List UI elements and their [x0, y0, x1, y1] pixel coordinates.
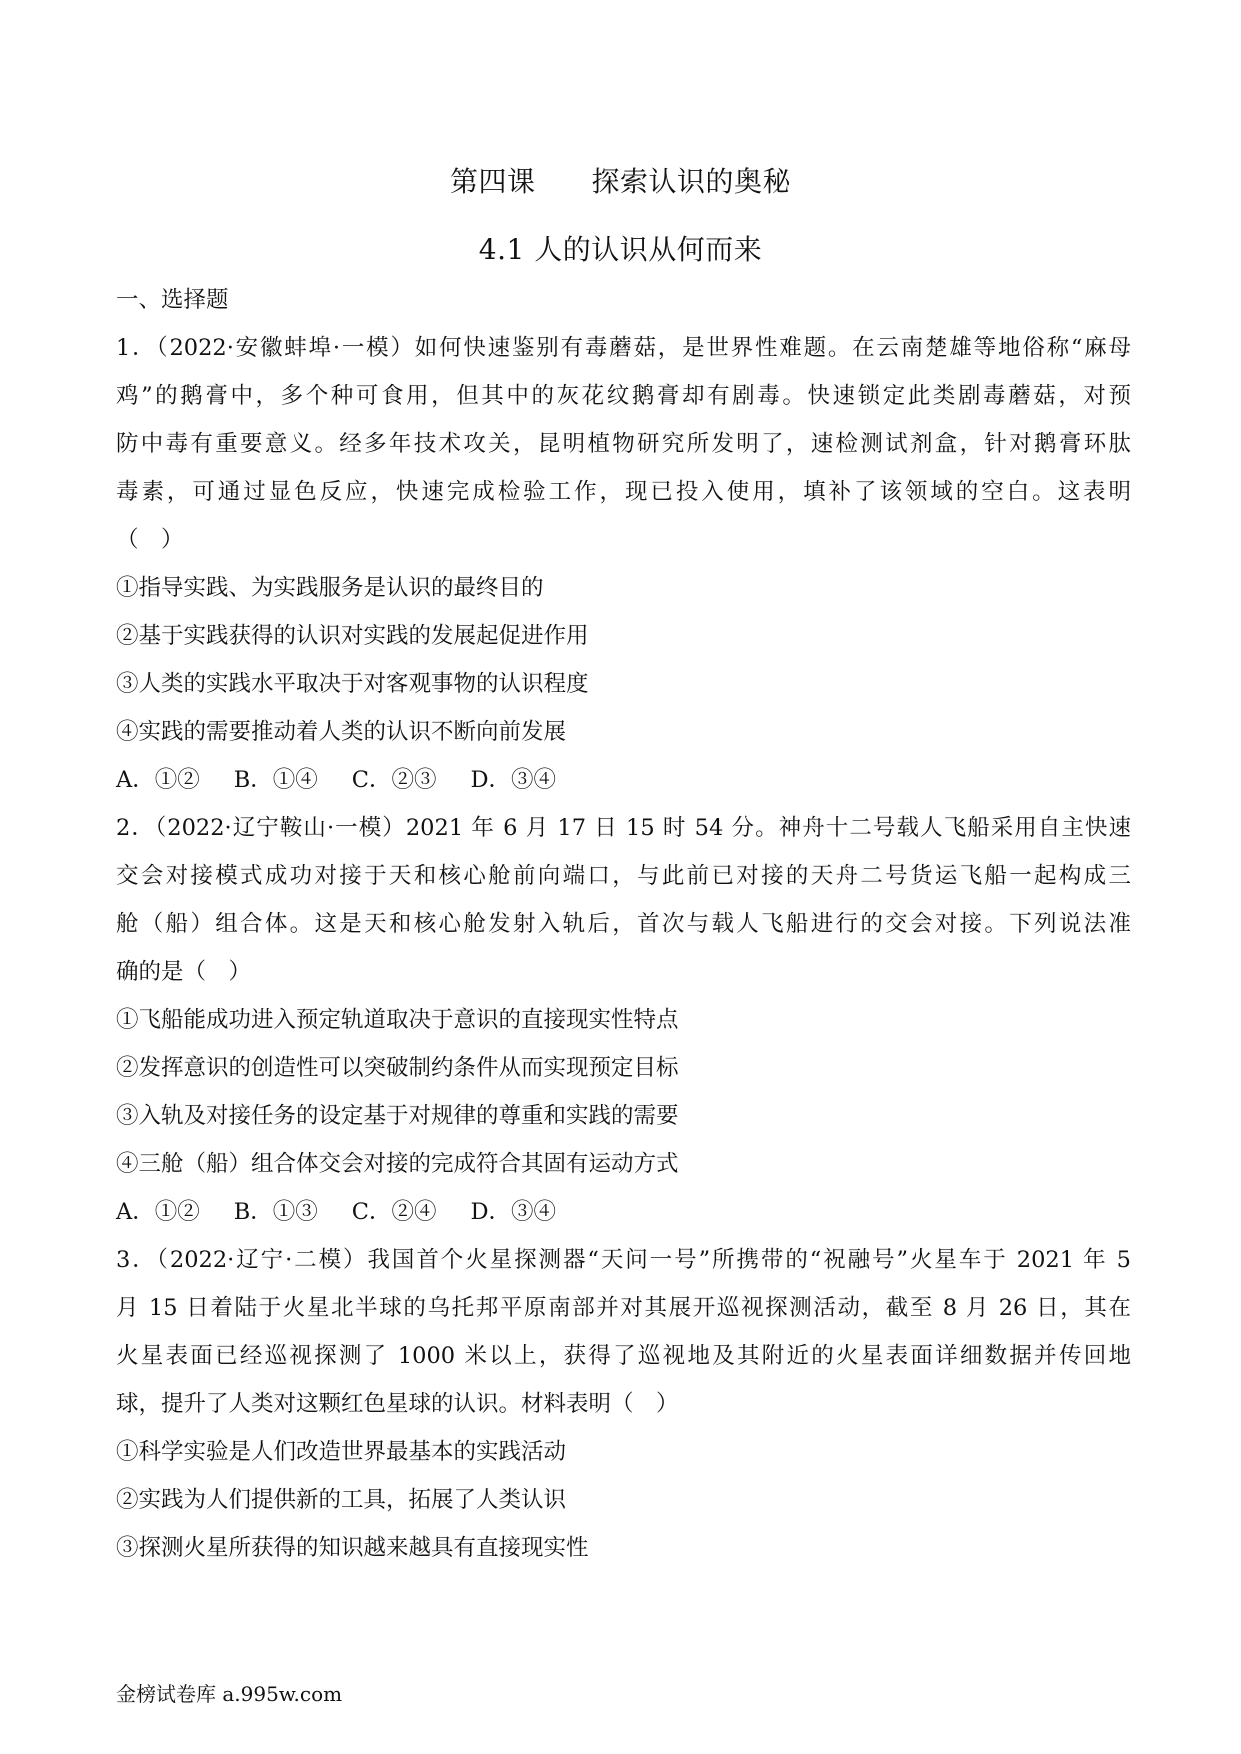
answer-choice-d: D．③④ — [470, 1199, 557, 1225]
statement-option: ③入轨及对接任务的设定基于对规律的尊重和实践的需要 — [116, 1103, 679, 1129]
question-3 — [116, 1248, 1131, 1560]
statement-option: ①指导实践、为实践服务是认识的最终目的 — [116, 575, 544, 601]
question-stem-line: 球，提升了人类对这颗红色星球的认识。材料表明（ ） — [116, 1391, 679, 1417]
answer-choice-d: D．③④ — [470, 767, 557, 793]
statement-option: ④实践的需要推动着人类的认识不断向前发展 — [116, 719, 567, 745]
statement-option: ②基于实践获得的认识对实践的发展起促进作用 — [116, 623, 589, 649]
statement-option: ②实践为人们提供新的工具，拓展了人类认识 — [116, 1487, 567, 1513]
footer-source: 金榜试卷库 a.995w.com — [116, 1682, 343, 1706]
lesson-title: 4.1 人的认识从何而来 — [478, 233, 763, 266]
answer-choice-b: B．①③ — [233, 1199, 318, 1225]
chapter-number: 第四课 — [449, 165, 536, 198]
question-stem-line: 防中毒有重要意义。经多年技术攻关，昆明植物研究所发明了，速检测试剂盒，针对鹅膏环肽 — [116, 431, 1131, 457]
answer-choice-b: B．①④ — [233, 767, 318, 793]
question-stem-line: 舱（船）组合体。这是天和核心舱发射入轨后，首次与载人飞船进行的交会对接。下列说法准 — [116, 911, 1131, 937]
question-stem-line: 3．（2022·辽宁·二模）我国首个火星探测器“天问一号”所携带的“祝融号”火星车于 2021 年 5 — [116, 1247, 1131, 1273]
question-stem-line: 确的是（ ） — [116, 959, 252, 985]
chapter-title: 探索认识的奥秘 — [591, 165, 792, 198]
question-stem-line: 毒素，可通过显色反应，快速完成检验工作，现已投入使用，填补了该领域的空白。这表明 — [116, 479, 1131, 505]
question-2 — [116, 816, 1131, 1224]
answer-choice-a: A．①② — [116, 767, 200, 793]
answer-choices — [116, 1200, 1131, 1224]
question-stem-line: 1．（2022·安徽蚌埠·一模）如何快速鉴别有毒蘑菇，是世界性难题。在云南楚雄等地俗称“麻母 — [116, 335, 1131, 361]
answer-choice-a: A．①② — [116, 1199, 200, 1225]
question-stem-line: 火星表面已经巡视探测了 1000 米以上，获得了巡视地及其附近的火星表面详细数据并传回地 — [116, 1343, 1131, 1369]
statement-option: ④三舱（船）组合体交会对接的完成符合其固有运动方式 — [116, 1151, 679, 1177]
answer-choice-c: C．②③ — [351, 767, 437, 793]
section-heading: 一、选择题 — [116, 287, 229, 313]
question-stem-line: 鸡”的鹅膏中，多个种可食用，但其中的灰花纹鹅膏却有剧毒。快速锁定此类剧毒蘑菇，对预 — [116, 383, 1131, 409]
statement-option: ①科学实验是人们改造世界最基本的实践活动 — [116, 1439, 567, 1465]
statement-option: ③探测火星所获得的知识越来越具有直接现实性 — [116, 1535, 589, 1561]
question-stem-line: 月 15 日着陆于火星北半球的乌托邦平原南部并对其展开巡视探测活动，截至 8 月 26 日，其在 — [116, 1295, 1131, 1321]
question-section — [116, 288, 1131, 1584]
question-1 — [116, 336, 1131, 792]
question-stem-line: （ ） — [116, 527, 184, 553]
chapter-heading — [0, 160, 1241, 200]
question-stem-line: 2．（2022·辽宁鞍山·一模）2021 年 6 月 17 日 15 时 54 分。神舟十二号载人飞船采用自主快速 — [116, 815, 1131, 841]
answer-choices — [116, 768, 1131, 792]
statement-option: ②发挥意识的创造性可以突破制约条件从而实现预定目标 — [116, 1055, 679, 1081]
answer-choice-c: C．②④ — [351, 1199, 437, 1225]
question-stem-line: 交会对接模式成功对接于天和核心舱前向端口，与此前已对接的天舟二号货运飞船一起构成三 — [116, 863, 1131, 889]
statement-option: ①飞船能成功进入预定轨道取决于意识的直接现实性特点 — [116, 1007, 679, 1033]
statement-option: ③人类的实践水平取决于对客观事物的认识程度 — [116, 671, 589, 697]
